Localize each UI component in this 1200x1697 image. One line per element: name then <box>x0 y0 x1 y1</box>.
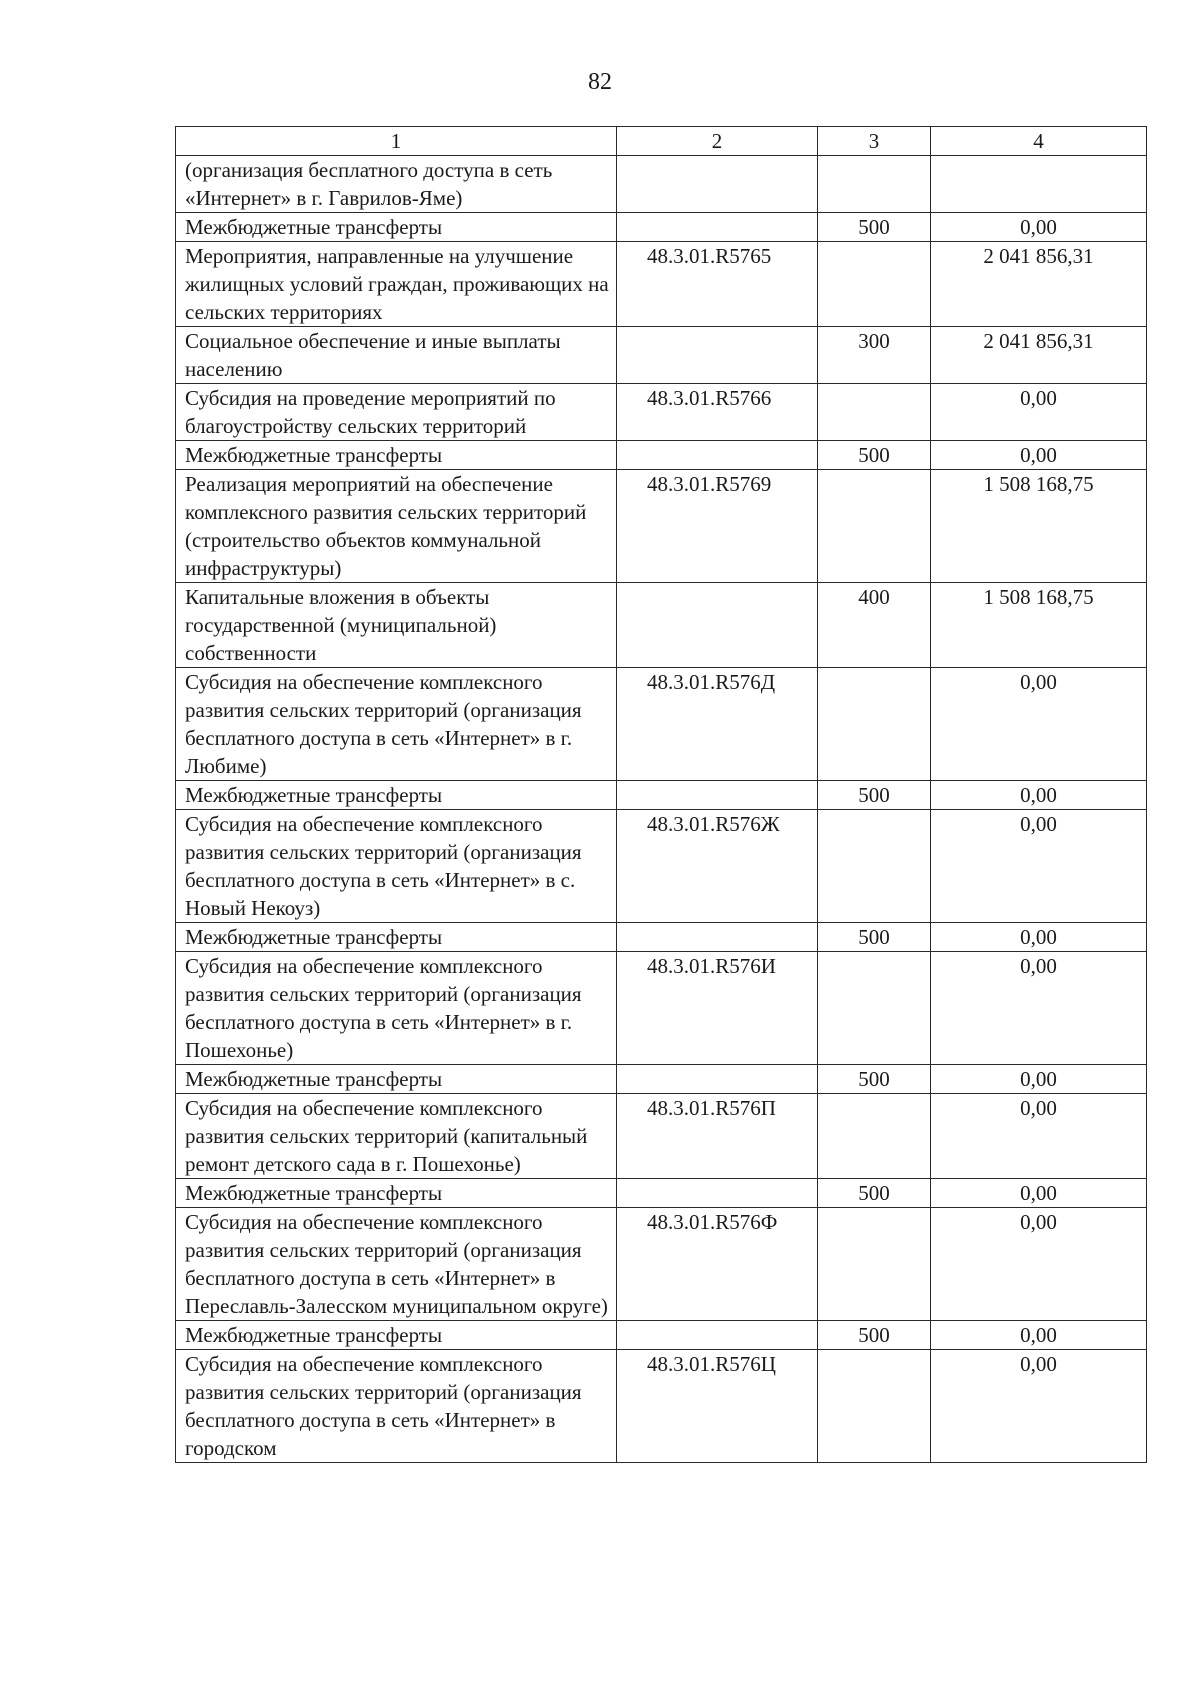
item-name-cell: Межбюджетные трансферты <box>176 441 617 470</box>
expense-type-cell <box>818 470 931 583</box>
item-name-cell: Субсидия на обеспечение комплексного развития сельских территорий (капитальный ремонт детского сада в г. Пошехонье) <box>176 1094 617 1179</box>
table-row <box>176 327 1147 384</box>
budget-table <box>175 126 1147 1463</box>
expense-type-cell: 500 <box>818 1065 931 1094</box>
table-row <box>176 1350 1147 1463</box>
table-header <box>176 127 1147 156</box>
item-name-cell: Межбюджетные трансферты <box>176 923 617 952</box>
item-name-cell: Межбюджетные трансферты <box>176 1065 617 1094</box>
item-name-cell: Субсидия на обеспечение комплексного развития сельских территорий (организация бесплатного доступа в сеть «Интернет» в Переславль-Залесском муниципальном округе) <box>176 1208 617 1321</box>
table-row <box>176 156 1147 213</box>
target-code-cell: 48.3.01.R576Ж <box>617 810 818 923</box>
target-code-cell <box>617 923 818 952</box>
target-code-cell: 48.3.01.R5769 <box>617 470 818 583</box>
item-name-cell: (организация бесплатного доступа в сеть «Интернет» в г. Гаврилов-Яме) <box>176 156 617 213</box>
expense-type-cell: 500 <box>818 1321 931 1350</box>
target-code-cell: 48.3.01.R576Ц <box>617 1350 818 1463</box>
expense-type-cell: 400 <box>818 583 931 668</box>
target-code-cell <box>617 441 818 470</box>
column-header-2: 2 <box>617 127 818 156</box>
item-name-cell: Мероприятия, направленные на улучшение жилищных условий граждан, проживающих на сельских территориях <box>176 242 617 327</box>
table-row <box>176 441 1147 470</box>
target-code-cell: 48.3.01.R576П <box>617 1094 818 1179</box>
item-name-cell: Реализация мероприятий на обеспечение комплексного развития сельских территорий (строительство объектов коммунальной инфраструктуры) <box>176 470 617 583</box>
table-row <box>176 1179 1147 1208</box>
table-row <box>176 1321 1147 1350</box>
item-name-cell: Субсидия на проведение мероприятий по благоустройству сельских территорий <box>176 384 617 441</box>
table-row <box>176 384 1147 441</box>
amount-cell: 0,00 <box>931 1321 1147 1350</box>
item-name-cell: Социальное обеспечение и иные выплаты населению <box>176 327 617 384</box>
amount-cell: 0,00 <box>931 1179 1147 1208</box>
item-name-cell: Межбюджетные трансферты <box>176 781 617 810</box>
item-name-cell: Субсидия на обеспечение комплексного развития сельских территорий (организация бесплатного доступа в сеть «Интернет» в г. Любиме) <box>176 668 617 781</box>
amount-cell: 0,00 <box>931 668 1147 781</box>
column-header-3: 3 <box>818 127 931 156</box>
target-code-cell: 48.3.01.R576Д <box>617 668 818 781</box>
expense-type-cell <box>818 952 931 1065</box>
table-row <box>176 242 1147 327</box>
expense-type-cell: 300 <box>818 327 931 384</box>
table-row <box>176 923 1147 952</box>
amount-cell <box>931 156 1147 213</box>
expense-type-cell: 500 <box>818 1179 931 1208</box>
item-name-cell: Субсидия на обеспечение комплексного развития сельских территорий (организация бесплатного доступа в сеть «Интернет» в г. Пошехонье) <box>176 952 617 1065</box>
item-name-cell: Субсидия на обеспечение комплексного развития сельских территорий (организация бесплатного доступа в сеть «Интернет» в с. Новый Некоуз) <box>176 810 617 923</box>
table-row <box>176 1208 1147 1321</box>
table-row <box>176 668 1147 781</box>
target-code-cell <box>617 156 818 213</box>
item-name-cell: Межбюджетные трансферты <box>176 1179 617 1208</box>
target-code-cell <box>617 1179 818 1208</box>
item-name-cell: Межбюджетные трансферты <box>176 1321 617 1350</box>
target-code-cell <box>617 781 818 810</box>
expense-type-cell <box>818 156 931 213</box>
amount-cell: 2 041 856,31 <box>931 327 1147 384</box>
table-body <box>176 156 1147 1463</box>
target-code-cell <box>617 583 818 668</box>
expense-type-cell <box>818 384 931 441</box>
column-header-4: 4 <box>931 127 1147 156</box>
expense-type-cell: 500 <box>818 441 931 470</box>
table-row <box>176 952 1147 1065</box>
target-code-cell: 48.3.01.R5765 <box>617 242 818 327</box>
expense-type-cell <box>818 1350 931 1463</box>
amount-cell: 0,00 <box>931 1350 1147 1463</box>
expense-type-cell <box>818 1208 931 1321</box>
amount-cell: 0,00 <box>931 810 1147 923</box>
target-code-cell <box>617 1321 818 1350</box>
target-code-cell: 48.3.01.R576Ф <box>617 1208 818 1321</box>
expense-type-cell <box>818 242 931 327</box>
header-row <box>176 127 1147 156</box>
item-name-cell: Субсидия на обеспечение комплексного развития сельских территорий (организация бесплатного доступа в сеть «Интернет» в городском <box>176 1350 617 1463</box>
expense-type-cell <box>818 668 931 781</box>
item-name-cell: Капитальные вложения в объекты государственной (муниципальной) собственности <box>176 583 617 668</box>
amount-cell: 0,00 <box>931 1208 1147 1321</box>
target-code-cell <box>617 327 818 384</box>
column-header-1: 1 <box>176 127 617 156</box>
expense-type-cell: 500 <box>818 213 931 242</box>
target-code-cell <box>617 1065 818 1094</box>
amount-cell: 1 508 168,75 <box>931 470 1147 583</box>
amount-cell: 0,00 <box>931 781 1147 810</box>
item-name-cell: Межбюджетные трансферты <box>176 213 617 242</box>
target-code-cell: 48.3.01.R5766 <box>617 384 818 441</box>
table-row <box>176 583 1147 668</box>
amount-cell: 1 508 168,75 <box>931 583 1147 668</box>
amount-cell: 0,00 <box>931 1094 1147 1179</box>
amount-cell: 0,00 <box>931 441 1147 470</box>
table-row <box>176 810 1147 923</box>
target-code-cell: 48.3.01.R576И <box>617 952 818 1065</box>
table-row <box>176 213 1147 242</box>
amount-cell: 0,00 <box>931 923 1147 952</box>
table-row <box>176 1065 1147 1094</box>
table-row <box>176 1094 1147 1179</box>
amount-cell: 2 041 856,31 <box>931 242 1147 327</box>
table-row <box>176 470 1147 583</box>
expense-type-cell: 500 <box>818 923 931 952</box>
amount-cell: 0,00 <box>931 1065 1147 1094</box>
target-code-cell <box>617 213 818 242</box>
expense-type-cell <box>818 1094 931 1179</box>
expense-type-cell <box>818 810 931 923</box>
page-number: 82 <box>588 69 612 95</box>
expense-type-cell: 500 <box>818 781 931 810</box>
amount-cell: 0,00 <box>931 384 1147 441</box>
table-row <box>176 781 1147 810</box>
amount-cell: 0,00 <box>931 213 1147 242</box>
amount-cell: 0,00 <box>931 952 1147 1065</box>
